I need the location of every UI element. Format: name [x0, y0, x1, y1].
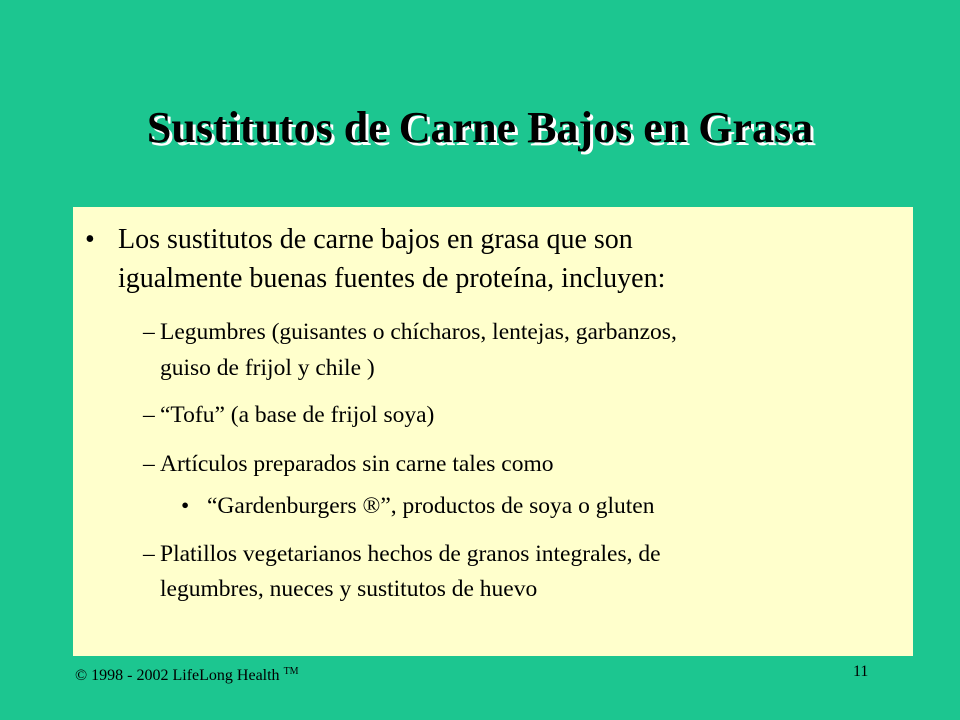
footer-copyright — [75, 663, 299, 685]
page-number: 11 — [853, 663, 869, 680]
dash-marker: – — [143, 402, 155, 428]
item-articulos: Artículos preparados sin carne tales como — [160, 451, 554, 477]
item-legumbres-line-2: guiso de frijol y chile ) — [160, 355, 375, 381]
dash-marker: – — [143, 319, 155, 345]
item-gardenburgers: “Gardenburgers ®”, productos de soya o gluten — [207, 493, 655, 519]
dash-marker: – — [143, 451, 155, 477]
main-bullet-line-1: Los sustitutos de carne bajos en grasa que son — [118, 224, 633, 255]
sub-bullet-marker: • — [181, 493, 190, 519]
bullet-marker: • — [85, 224, 95, 255]
content-box — [73, 207, 913, 656]
item-tofu: “Tofu” (a base de frijol soya) — [160, 402, 435, 428]
item-legumbres-line-1: Legumbres (guisantes o chícharos, lentejas, garbanzos, — [160, 319, 677, 345]
item-platillos-line-2: legumbres, nueces y sustitutos de huevo — [160, 576, 538, 602]
copyright-text: © 1998 - 2002 LifeLong Health — [75, 667, 284, 684]
trademark-mark: TM — [283, 666, 299, 677]
slide-title: Sustitutos de Carne Bajos en Grasa — [146, 103, 814, 152]
item-platillos-line-1: Platillos vegetarianos hechos de granos integrales, de — [160, 541, 661, 567]
dash-marker: – — [143, 541, 155, 567]
main-bullet-line-2: igualmente buenas fuentes de proteína, incluyen: — [118, 263, 666, 294]
